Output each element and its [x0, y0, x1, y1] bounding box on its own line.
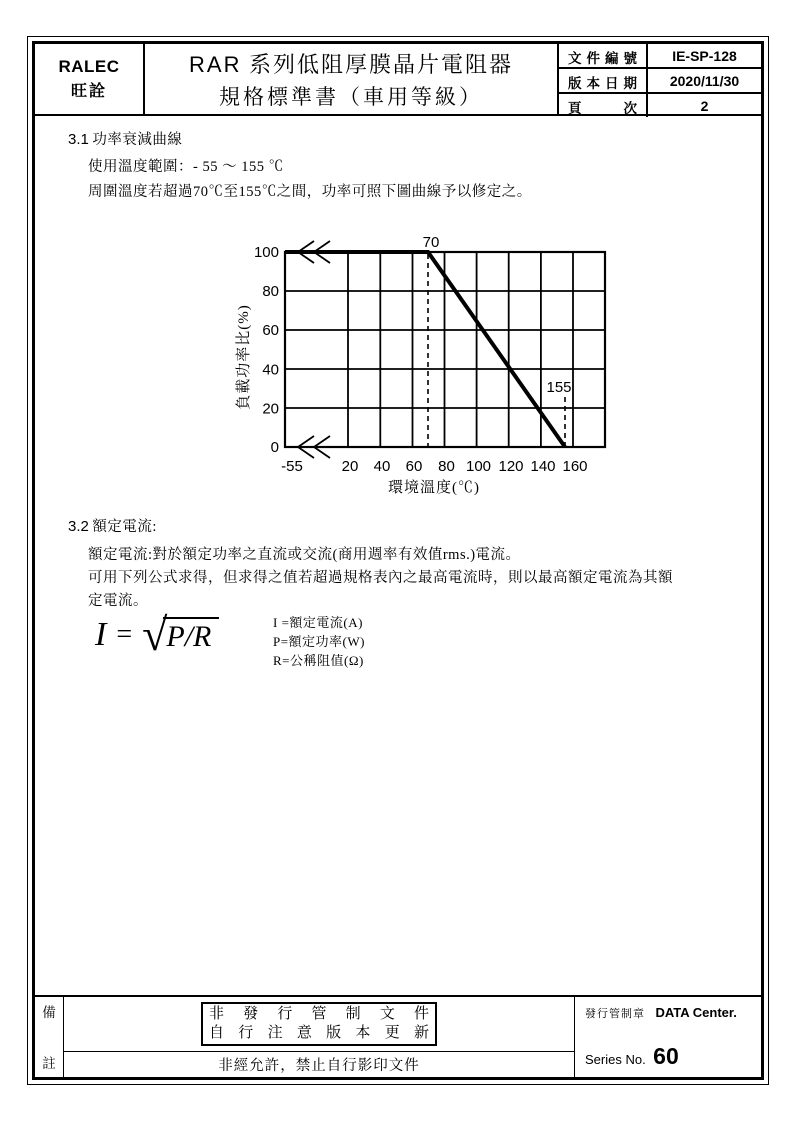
section-3-1-title: 功率衰減曲線 [92, 132, 183, 148]
doc-page-label: 頁 次 [559, 94, 648, 117]
radical-sign: √ [142, 609, 168, 660]
x-axis-ticks [281, 458, 587, 475]
chart-gridlines [285, 252, 605, 447]
title-series-text: 系列低阻厚膜晶片電阻器 [241, 51, 513, 77]
header-table [35, 44, 761, 116]
legend-line-p: P=額定功率(W) [273, 634, 365, 649]
rated-current-line-3: 定電流。 [88, 593, 148, 609]
control-notice-box [201, 1002, 437, 1046]
doc-info-table [557, 44, 761, 114]
notice-box-line-2: 自 行 注 意 版 本 更 新 [209, 1025, 429, 1041]
derating-chart [228, 199, 648, 499]
section-3-2-title: 額定電流: [92, 519, 157, 535]
rated-current-line-1: 額定電流:對於額定功率之直流或交流(商用週率有效值rms.)電流。 [88, 547, 521, 563]
footer-notice-row [64, 997, 574, 1052]
x-tick-label: 120 [498, 458, 524, 475]
title-line-2: 規格標準書（車用等級） [219, 84, 483, 109]
section-3-2-heading [68, 515, 157, 536]
stamp-label: 發行管制章 [585, 1008, 645, 1020]
legend-line-r: R=公稱阻值(Ω) [273, 653, 364, 668]
series-value: 60 [653, 1043, 679, 1069]
x-tick-label: 60 [405, 458, 423, 475]
rated-current-line-2: 可用下列公式求得，但求得之值若超過規格表內之最高電流時，則以最高額定電流為其額 [88, 570, 673, 586]
issue-control-stamp [585, 1004, 737, 1022]
doc-number-label: 文件編號 [559, 44, 648, 67]
company-logo [35, 44, 145, 114]
x-tick-label: 160 [562, 458, 588, 475]
formula-equals: = [116, 619, 133, 650]
footer-right [574, 997, 761, 1077]
temperature-range-line: 使用溫度範圍：- 55 ～ 155 ℃ [88, 159, 284, 175]
y-tick-label: 60 [262, 322, 279, 339]
doc-page-value: 2 [648, 92, 761, 117]
remark-char-bottom: 註 [42, 1056, 56, 1071]
y-tick-label: 80 [262, 283, 279, 300]
formula-legend [273, 613, 365, 670]
annotation-155: 155 [546, 379, 572, 396]
doc-page-label-cell [559, 92, 648, 117]
x-tick-label: 80 [438, 458, 455, 475]
footer-remark-column [35, 997, 64, 1077]
section-3-1-heading [68, 128, 182, 149]
y-tick-label: 0 [270, 439, 279, 456]
legend-line-i: I =額定電流(A) [273, 615, 363, 630]
section-3-2-number: 3.2 [68, 518, 89, 535]
doc-date-value: 2020/11/30 [648, 67, 761, 92]
doc-date-label-cell [559, 67, 648, 92]
axis-break-marks [298, 241, 330, 458]
footer-center [64, 997, 574, 1077]
x-tick-label: 40 [373, 458, 391, 475]
remark-char-top: 備 [42, 1005, 56, 1020]
derating-description-line: 周圍溫度若超過70℃至155℃之間，功率可照下圖曲線予以修定之。 [88, 184, 532, 200]
y-tick-label: 20 [262, 400, 279, 418]
page-content [35, 116, 761, 995]
x-tick-label: 140 [530, 458, 556, 475]
y-axis-title: 負載功率比(%) [236, 304, 252, 410]
stamp-value: DATA Center. [655, 1005, 737, 1020]
formula-lhs: I [95, 616, 107, 653]
y-tick-label: 100 [253, 244, 279, 261]
rated-current-formula [95, 609, 219, 660]
y-tick-label: 40 [262, 361, 279, 379]
title-line-1 [189, 48, 513, 79]
doc-number-label-cell [559, 44, 648, 67]
section-3-1-number: 3.1 [68, 131, 89, 148]
doc-number-value: IE-SP-128 [672, 47, 737, 64]
sheet-border [32, 41, 764, 1080]
notice-box-line-1: 非 發 行 管 制 文 件 [209, 1006, 429, 1022]
x-tick-label: 100 [465, 458, 492, 475]
x-axis-title: 環境溫度(℃) [388, 480, 480, 496]
x-tick-label: 20 [341, 458, 359, 475]
annotation-70: 70 [422, 234, 440, 251]
company-name-cn: 旺詮 [70, 83, 107, 100]
formula-radicand: P/R [163, 617, 219, 654]
title-series-code: RAR [189, 51, 242, 77]
doc-date-label: 版本日期 [559, 69, 648, 92]
copy-prohibition-notice: 非經允許，禁止自行影印文件 [218, 1058, 420, 1074]
derating-curve [285, 252, 565, 447]
x-tick-label: -55 [281, 458, 303, 475]
company-name-en: RALEC [58, 57, 120, 76]
series-number [585, 1043, 679, 1070]
document-title [145, 44, 557, 114]
footer-table [35, 995, 761, 1077]
series-label: Series No. [585, 1052, 646, 1067]
y-axis-ticks [254, 244, 279, 456]
